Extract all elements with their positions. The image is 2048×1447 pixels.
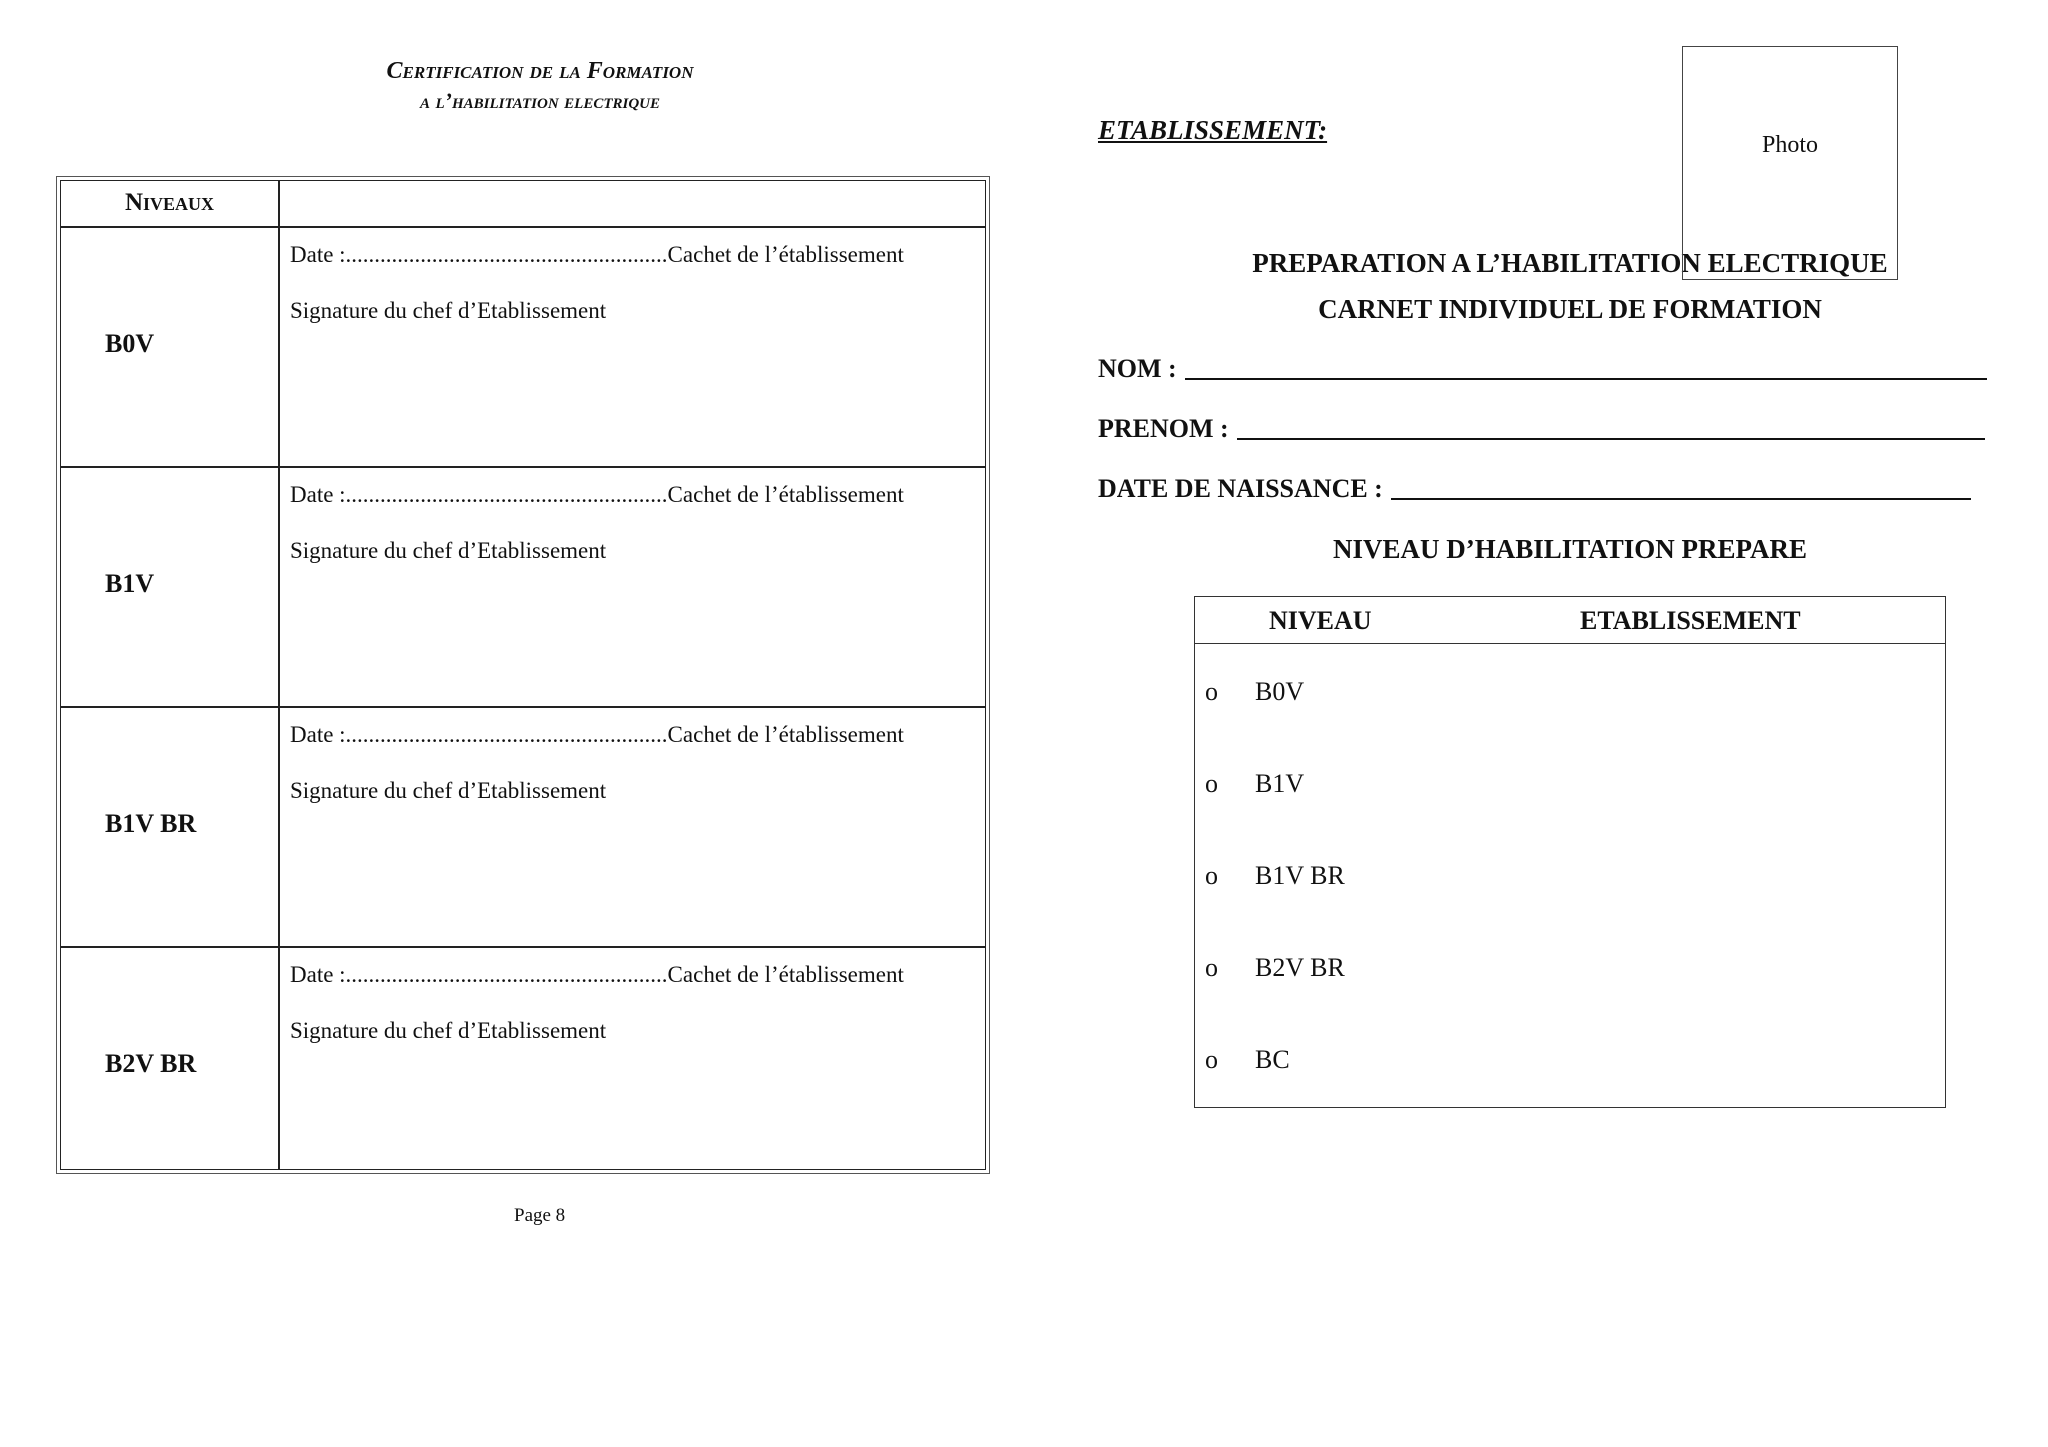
- carnet-title: CARNET INDIVIDUEL DE FORMATION: [1318, 294, 1822, 324]
- niveau-option-label: B1V: [1255, 769, 1305, 798]
- certification-title: [160, 56, 920, 116]
- page-number: Page 8: [514, 1205, 566, 1226]
- signature-line: Signature du chef d’Etablissement: [290, 778, 607, 803]
- signature-line: Signature du chef d’Etablissement: [290, 298, 607, 323]
- level-name: B0V: [105, 329, 155, 358]
- niveau-option-label: B0V: [1255, 677, 1305, 706]
- level-row: [61, 228, 985, 468]
- photo-label: Photo: [1761, 132, 1818, 158]
- date-stamp-line: Date :........................................................Cachet de l’établissement: [290, 962, 904, 987]
- niveau-column-header: NIVEAU: [1269, 606, 1372, 635]
- bullet-icon: o: [1205, 1045, 1218, 1074]
- date-naissance-label: DATE DE NAISSANCE :: [1098, 474, 1383, 503]
- etablissement-label: ETABLISSEMENT:: [1098, 115, 1328, 145]
- etablissement-column-header: ETABLISSEMENT: [1580, 606, 1801, 635]
- niveau-option-label: BC: [1255, 1045, 1290, 1074]
- signature-line: Signature du chef d’Etablissement: [290, 1018, 607, 1043]
- levels-table: [56, 176, 990, 1174]
- prenom-underline[interactable]: [1237, 438, 1985, 440]
- nom-label: NOM :: [1098, 354, 1177, 383]
- date-naissance-field: [1098, 474, 1971, 504]
- niveau-table: [1194, 596, 1946, 1108]
- niveau-table-header: [1195, 597, 1945, 644]
- prenom-field: [1098, 414, 1985, 444]
- level-name: B1V: [105, 569, 155, 598]
- level-name: B1V BR: [105, 809, 197, 838]
- bullet-icon: o: [1205, 861, 1218, 890]
- photo-box: [1682, 46, 1898, 280]
- nom-underline[interactable]: [1185, 378, 1987, 380]
- niveau-option[interactable]: [1205, 677, 1304, 707]
- niveau-option[interactable]: [1205, 861, 1345, 891]
- levels-column-divider: [278, 181, 280, 1169]
- level-row: [61, 708, 985, 948]
- prenom-label: PRENOM :: [1098, 414, 1229, 443]
- niveau-option-label: B1V BR: [1255, 861, 1345, 890]
- level-row: [61, 468, 985, 708]
- date-stamp-line: Date :........................................................Cachet de l’établissement: [290, 482, 904, 507]
- date-stamp-line: Date :........................................................Cachet de l’établissement: [290, 242, 904, 267]
- niveau-option[interactable]: [1205, 953, 1345, 983]
- date-naissance-underline[interactable]: [1391, 498, 1971, 500]
- niveau-title: NIVEAU D’HABILITATION PREPARE: [1332, 534, 1808, 564]
- niveau-option[interactable]: [1205, 1045, 1290, 1075]
- levels-header-label: Niveaux: [124, 189, 215, 216]
- certification-title-line2: a l’habilitation electrique: [419, 88, 661, 113]
- certification-title-line1: Certification de la Formation: [386, 58, 694, 84]
- nom-field: [1098, 354, 1987, 384]
- bullet-icon: o: [1205, 953, 1218, 982]
- preparation-title: PREPARATION A L’HABILITATION ELECTRIQUE: [1252, 248, 1888, 278]
- signature-line: Signature du chef d’Etablissement: [290, 538, 607, 563]
- niveau-option[interactable]: [1205, 769, 1304, 799]
- bullet-icon: o: [1205, 769, 1218, 798]
- level-name: B2V BR: [105, 1049, 197, 1078]
- level-row: [61, 948, 985, 1186]
- levels-table-header: [61, 181, 985, 228]
- levels-table-inner: [60, 180, 986, 1170]
- date-stamp-line: Date :........................................................Cachet de l’établissement: [290, 722, 904, 747]
- niveau-option-label: B2V BR: [1255, 953, 1345, 982]
- bullet-icon: o: [1205, 677, 1218, 706]
